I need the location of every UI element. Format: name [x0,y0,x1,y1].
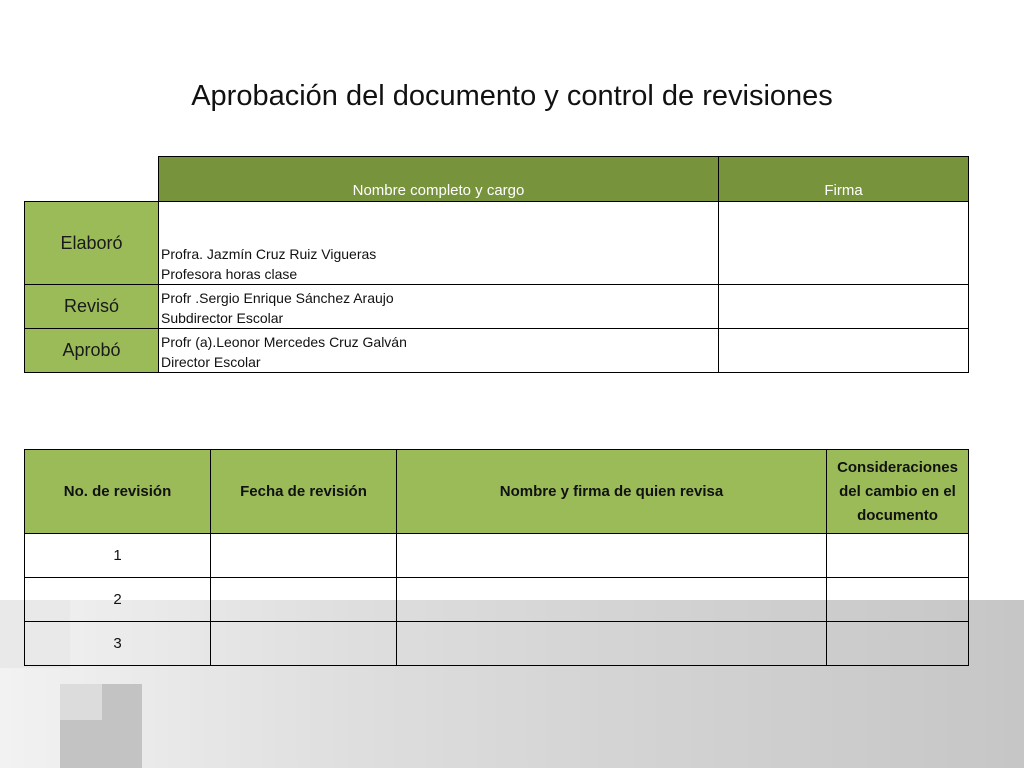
approval-row-aprobo [25,329,969,373]
revision-reviewer-cell[interactable] [397,622,827,666]
approval-header-name: Nombre completo y cargo [159,157,719,202]
role-label: Revisó [25,285,159,329]
revision-header-notes: Consideraciones del cambio en el documento [827,450,969,534]
approval-row-elaboro [25,202,969,285]
person-name: Profr .Sergio Enrique Sánchez Araujo [161,290,394,306]
approval-row-reviso [25,285,969,329]
person-name: Profr (a).Leonor Mercedes Cruz Galván [161,334,407,350]
revision-notes-cell[interactable] [827,534,969,578]
revision-table [24,449,969,666]
role-label: Aprobó [25,329,159,373]
person-name: Profra. Jazmín Cruz Ruiz Vigueras [161,246,377,262]
revision-reviewer-cell[interactable] [397,534,827,578]
page-title: Aprobación del documento y control de revisiones [191,80,833,112]
revision-notes-cell[interactable] [827,578,969,622]
revision-row [25,622,969,666]
approval-table [24,156,969,373]
revision-header-reviewer: Nombre y firma de quien revisa [397,450,827,534]
revision-number: 2 [25,578,211,622]
signature-cell[interactable] [719,202,969,285]
approval-header-corner [25,157,159,202]
person-position: Profesora horas clase [161,266,298,282]
revision-date-cell[interactable] [211,534,397,578]
person-cell [159,329,719,373]
role-label: Elaboró [25,202,159,285]
revision-date-cell[interactable] [211,578,397,622]
signature-cell[interactable] [719,329,969,373]
approval-header-signature: Firma [719,157,969,202]
background-decoration [60,684,102,720]
person-position: Director Escolar [161,354,261,370]
revision-date-cell[interactable] [211,622,397,666]
revision-header-date: Fecha de revisión [211,450,397,534]
approval-header-row [25,157,969,202]
revision-number: 1 [25,534,211,578]
person-cell [159,285,719,329]
person-cell [159,202,719,285]
revision-row [25,534,969,578]
revision-reviewer-cell[interactable] [397,578,827,622]
person-position: Subdirector Escolar [161,310,284,326]
signature-cell[interactable] [719,285,969,329]
revision-number: 3 [25,622,211,666]
revision-header-number: No. de revisión [25,450,211,534]
revision-row [25,578,969,622]
revision-notes-cell[interactable] [827,622,969,666]
revision-header-row [25,450,969,534]
